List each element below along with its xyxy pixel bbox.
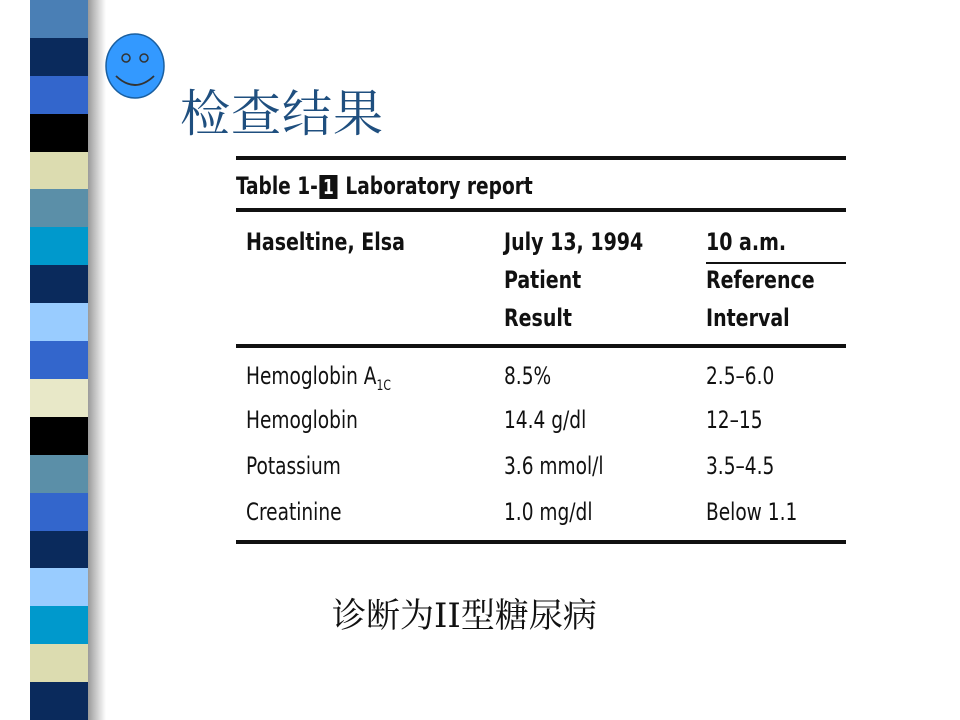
test-subscript: 1C xyxy=(376,377,391,394)
table-row-reference: 2.5–6.0 xyxy=(706,362,775,390)
strip-block xyxy=(30,265,88,303)
lab-report-table xyxy=(236,156,846,546)
table-row-reference: 12–15 xyxy=(706,406,763,434)
table-row-result: 14.4 g/dl xyxy=(504,406,587,434)
strip-block xyxy=(30,189,88,227)
strip-block xyxy=(30,644,88,682)
col-header-result-1: Patient xyxy=(504,266,582,294)
strip-block xyxy=(30,303,88,341)
table-number-box: 1 xyxy=(320,175,338,199)
col-header-reference-2: Interval xyxy=(706,304,790,332)
table-row-test: Potassium xyxy=(246,452,341,480)
strip-block xyxy=(30,682,88,720)
table-title-text: Laboratory report xyxy=(345,172,533,200)
strip-block xyxy=(30,0,88,38)
table-row-result: 8.5% xyxy=(504,362,552,390)
table-title-prefix: Table 1- xyxy=(236,172,318,200)
diagnosis-text: 诊断为II型糖尿病 xyxy=(332,596,597,636)
strip-block xyxy=(30,606,88,644)
header-bottom-rule xyxy=(236,344,846,348)
strip-shadow xyxy=(88,0,106,720)
strip-block xyxy=(30,493,88,531)
strip-block xyxy=(30,152,88,190)
strip-block xyxy=(30,341,88,379)
strip-block xyxy=(30,227,88,265)
table-row-test: Creatinine xyxy=(246,498,342,526)
table-row-result: 1.0 mg/dl xyxy=(504,498,593,526)
slide-title: 检查结果 xyxy=(180,85,384,143)
report-date: July 13, 1994 xyxy=(504,228,644,256)
col-header-reference-1: Reference xyxy=(706,266,815,294)
report-time: 10 a.m. xyxy=(706,228,787,256)
table-row-test: Hemoglobin xyxy=(246,406,358,434)
strip-block xyxy=(30,455,88,493)
table-row-reference: 3.5–4.5 xyxy=(706,452,775,480)
smiley-icon xyxy=(104,32,166,100)
time-underline xyxy=(706,262,846,264)
table-top-rule xyxy=(236,156,846,160)
strip-block xyxy=(30,379,88,417)
test-name: Hemoglobin A xyxy=(246,362,377,390)
table-bottom-rule xyxy=(236,540,846,544)
table-title xyxy=(236,172,533,200)
table-title-rule xyxy=(236,208,846,212)
strip-block xyxy=(30,568,88,606)
col-header-result-2: Result xyxy=(504,304,572,332)
table-row-reference: Below 1.1 xyxy=(706,498,798,526)
strip-block xyxy=(30,76,88,114)
strip-block xyxy=(30,38,88,76)
table-row-test xyxy=(246,362,391,394)
decorative-strip xyxy=(30,0,88,720)
strip-block xyxy=(30,531,88,569)
strip-block xyxy=(30,114,88,152)
patient-name: Haseltine, Elsa xyxy=(246,228,405,256)
strip-block xyxy=(30,417,88,455)
table-row-result: 3.6 mmol/l xyxy=(504,452,604,480)
